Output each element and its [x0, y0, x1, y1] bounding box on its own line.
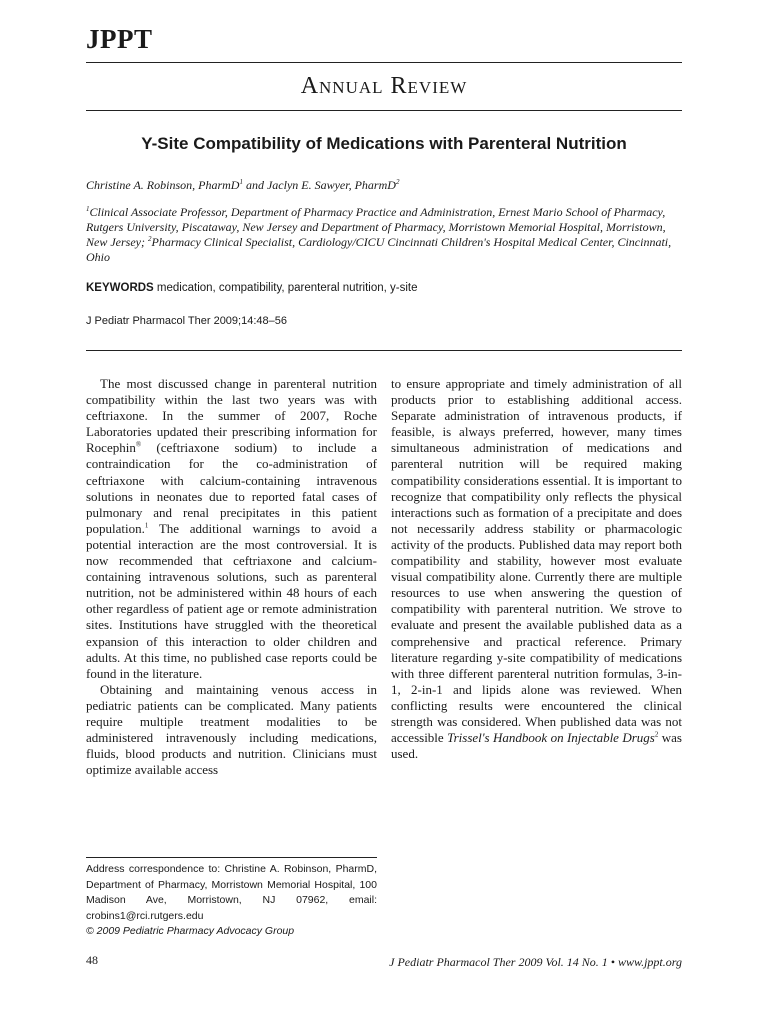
affil-1-text: Clinical Associate Professor, Department of Pharmacy Practice and Administration, Ernest Mario School of Pharmacy, Rutgers University, Piscataway, New Jersey and Department of Pharmacy, Morristown Memorial Hospital, Morristown, New Jersey; — [86, 205, 666, 249]
correspondence-text: Address correspondence to: Christine A. Robinson, PharmD, Department of Pharmacy, Morristown Memorial Hospital, 100 Madison Ave, Morristown, NJ 07962, email: crobins1@rci.rutgers.edu — [86, 863, 377, 922]
header-rule-bottom — [86, 110, 682, 111]
affil-1-marker: 1 — [86, 205, 90, 213]
journal-name: JPPT — [86, 24, 153, 54]
correspondence-rule — [86, 857, 377, 858]
abstract-rule — [86, 350, 682, 351]
correspondence-block — [86, 862, 377, 940]
keywords-label: KEYWORDS — [86, 282, 154, 294]
header-rule-top — [86, 62, 682, 63]
affil-2-marker: 2 — [147, 235, 152, 243]
body-column-right — [391, 376, 682, 762]
paragraph: to ensure appropriate and timely administration of all products prior to establishing additional access. Separate administration of intravenous products, if feasible, is always preferred, however, many times simultaneous administration of medications and parenteral nutrition will be required making compatibility considerations essential. It is important to recognize that compatibility only reflects the physical interactions such as formation of a precipitate and does not necessarily address stability or pharmacologic activity of the products. Published data may report both compatibility and stability, however most evaluate visual compatibility alone. Currently there are multiple resources to use when answering the question of compatibility with parenteral nutrition. We strove to evaluate and present the available published data as a comprehensive and practical reference. Primary literature regarding y-site compatibility of medications with three different parenteral nutrition formulas, 3-in-1, 2-in-1 and lipids alone was reviewed. When conflicting results were encountered the clinical strength was considered. When published data was not accessible Trissel's Handbook on Injectable Drugs$^2$ was used. — [391, 376, 682, 762]
author-1-affil: 1 — [239, 178, 243, 186]
article-title: Y-Site Compatibility of Medications with Parenteral Nutrition — [141, 134, 627, 153]
page-number: 48 — [86, 953, 98, 967]
authors-and: and — [242, 178, 267, 192]
paragraph: Obtaining and maintaining venous access in pediatric patients can be complicated. Many patients require multiple treatment modalities to be administered intravenously including medications, fluids, blood products and nutrition. Clinicians must optimize available access — [86, 681, 377, 778]
keywords — [86, 282, 682, 294]
reference-marker: 2 — [654, 730, 659, 739]
paragraph: The most discussed change in parenteral nutrition compatibility within the last two years was with ceftriaxone. In the summer of 2007, Roche Laboratories updated their prescribing information for Rocephin® (ceftriaxone sodium) to include a contraindication for the co-administration of ceftriaxone with calcium-containing intravenous solutions in neonates due to reported fatal cases of pulmonary and renal precipitates in this patient population.$^1$ The additional warnings to avoid a potential interaction are the most controversial. It is now recommended that ceftriaxone and calcium-containing intravenous solutions, such as parenteral nutrition, not be administered within 48 hours of each other regardless of patient age or remote administration sites. Institutions have struggled with the theoretical expansion of this interaction to older children and adults. At this time, no published case reports could be found in the literature. — [86, 376, 377, 681]
keywords-list: medication, compatibility, parenteral nutrition, y-site — [153, 282, 418, 294]
author-2: Jaclyn E. Sawyer, PharmD — [266, 178, 396, 192]
copyright: © 2009 Pediatric Pharmacy Advocacy Group — [86, 925, 295, 937]
author-1: Christine A. Robinson, PharmD — [86, 178, 240, 192]
body-column-left — [86, 376, 377, 778]
citation: J Pediatr Pharmacol Ther 2009;14:48–56 — [86, 315, 287, 327]
author-2-affil: 2 — [395, 178, 400, 186]
affil-2-text: Pharmacy Clinical Specialist, Cardiology/CICU Cincinnati Children's Hospital Medical Center, Cincinnati, Ohio — [86, 235, 672, 264]
affiliations — [86, 205, 682, 265]
reference-title: Trissel's Handbook on Injectable Drugs — [447, 730, 655, 746]
footer-journal-line: J Pediatr Pharmacol Ther 2009 Vol. 14 No. 1 • www.jppt.org — [389, 955, 682, 969]
reference-marker: 1 — [144, 521, 149, 530]
section-label: Annual Review — [300, 73, 468, 99]
authors — [86, 178, 682, 193]
